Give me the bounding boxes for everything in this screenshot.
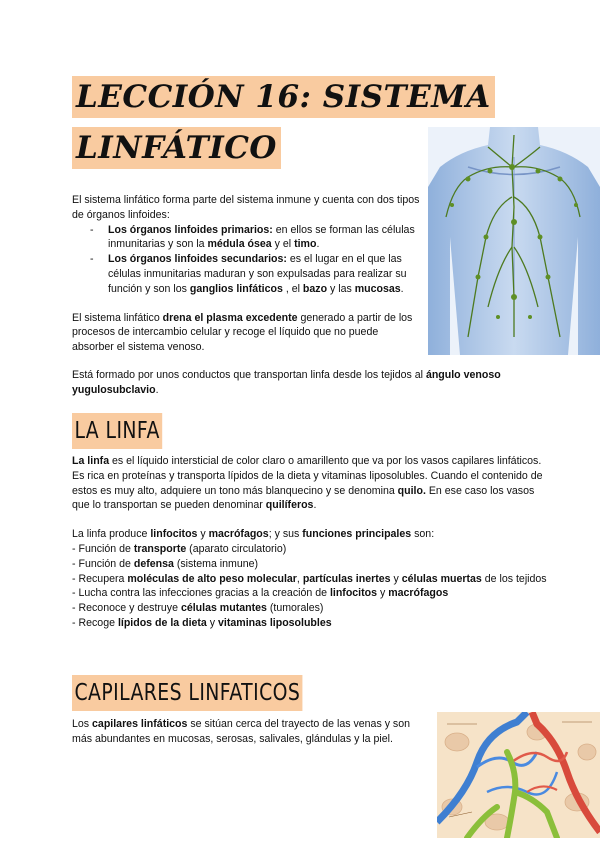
function-item: - Lucha contra las infecciones gracias a la creación de linfocitos y macrófagos xyxy=(72,587,449,600)
section-heading-la-linfa: LA LINFA xyxy=(72,413,162,449)
linfa-section xyxy=(72,454,552,631)
capilares-paragraph: Los capilares linfáticos se sitúan cerca del trayecto de las venas y son más abundantes en mucosas, serosas, salivales, glándulas y la piel. xyxy=(72,718,411,745)
linfa-paragraph: La linfa es el líquido intersticial de color claro o amarillento que va por los vasos capilares linfáticos. Es rica en proteínas y transporta lípidos de la dieta y vitaminas liposolubles. Cuando el contenido de estos es muy alto, adquiere un tono más blanquecino y se denomina quilo. En ese caso los vasos que lo transportan se pueden denominar quilíferos. xyxy=(72,455,543,512)
page-title-line-2: LINFÁTICO xyxy=(72,127,281,169)
page-title-line-1: LECCIÓN 16: SISTEMA xyxy=(72,76,495,118)
structure-paragraph: Está formado por unos conductos que transportan linfa desde los tejidos al ángulo venoso yugulosubclavio. xyxy=(72,369,501,396)
function-item: - Reconoce y destruye células mutantes (tumorales) xyxy=(72,602,324,615)
functions-intro: La linfa produce linfocitos y macrófagos; y sus funciones principales son: xyxy=(72,528,435,541)
lymphatic-capillaries-illustration xyxy=(437,712,600,838)
lymphatic-body-illustration xyxy=(428,127,600,355)
section-heading-capilares: CAPILARES LINFATICOS xyxy=(72,675,303,711)
drainage-paragraph: El sistema linfático drena el plasma excedente generado a partir de los procesos de intercambio celular y recoge el líquido que no puede absorber el sistema venoso. xyxy=(72,311,413,354)
list-item: - Los órganos linfoides primarios: en ellos se forman las células inmunitarias y son la médula ósea y el timo. xyxy=(72,223,422,253)
intro-section xyxy=(72,193,422,355)
lymphoid-organs-list xyxy=(72,223,422,297)
function-item: - Función de defensa (sistema inmune) xyxy=(72,557,259,570)
intro-paragraph: El sistema linfático forma parte del sistema inmune y cuenta con dos tipos de órganos linfoides: xyxy=(72,194,420,221)
function-item: - Recoge lípidos de la dieta y vitaminas liposolubles xyxy=(72,616,332,629)
function-item: - Recupera moléculas de alto peso molecular, partículas inertes y células muertas de los tejidos xyxy=(72,572,547,585)
function-item: - Función de transporte (aparato circulatorio) xyxy=(72,542,287,555)
list-item: - Los órganos linfoides secundarios: es el lugar en el que las células inmunitarias maduran y son expulsadas para realizar su función y son los ganglios linfáticos , el bazo y las mucosas. xyxy=(72,252,422,296)
